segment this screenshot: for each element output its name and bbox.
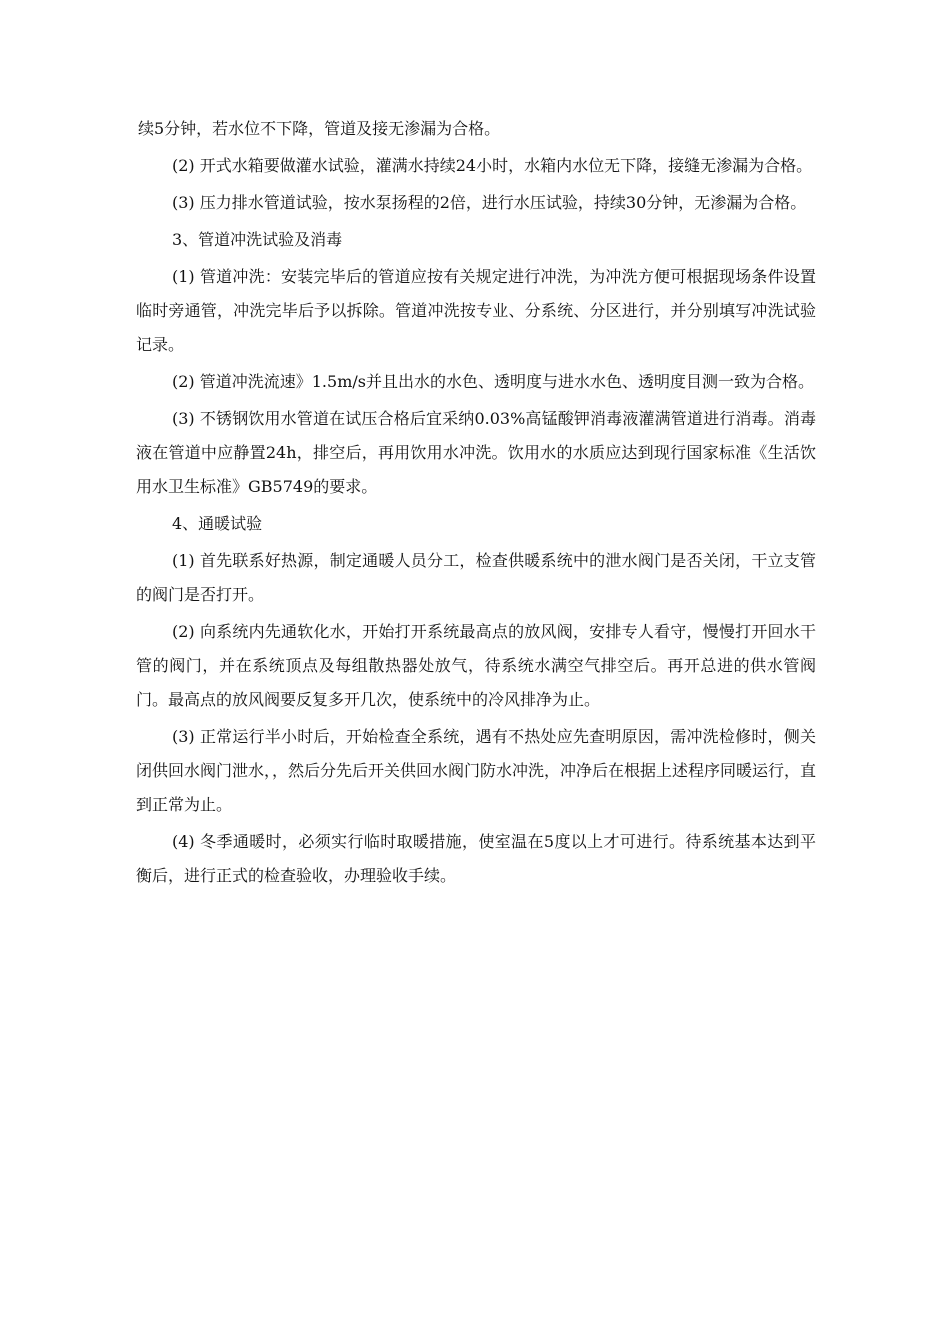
paragraph-water-tank-test: (2) 开式水箱要做灌水试验，灌满水持续24小时，水箱内水位无下降，接缝无渗漏为合格。 (172, 156, 813, 175)
paragraph-heating-preparation: (1) 首先联系好热源，制定通暖人员分工，检查供暖系统中的泄水阀门是否关闭，干立支管的阀门是否打开。 (136, 551, 816, 604)
paragraph-flush-velocity: (2) 管道冲洗流速》1.5m/s并且出水的水色、透明度与进水水色、透明度目测一致为合格。 (172, 372, 814, 391)
paragraph-heating-filling: (2) 向系统内先通软化水，开始打开系统最高点的放风阀，安排专人看守，慢慢打开回水干管的阀门，并在系统顶点及每组散热器处放气，待系统水满空气排空后。再开总进的供水管阀门。最高点的放风阀要反复多开几次，使系统中的冷风排净为止。 (136, 622, 816, 709)
paragraph-disinfection: (3) 不锈钢饮用水管道在试压合格后宜采纳0.03%高锰酸钾消毒液灌满管道进行消毒。消毒液在管道中应静置24h，排空后，再用饮用水冲洗。饮用水的水质应达到现行国家标准《生活饮用水卫生标准》GB5749的要求。 (136, 409, 816, 496)
paragraph-pressure-drain-test: (3) 压力排水管道试验，按水泵扬程的2倍，进行水压试验，持续30分钟，无渗漏为合格。 (172, 193, 807, 212)
document-body (136, 112, 816, 893)
paragraph-continuation: 续5分钟，若水位不下降，管道及接无渗漏为合格。 (138, 119, 501, 138)
paragraph-winter-heating: (4) 冬季通暖时，必须实行临时取暖措施，使室温在5度以上才可进行。待系统基本达到平衡后，进行正式的检查验收，办理验收手续。 (136, 832, 816, 885)
section-heading-heating: 4、通暖试验 (172, 514, 263, 533)
paragraph-heating-inspection: (3) 正常运行半小时后，开始检查全系统，遇有不热处应先查明原因，需冲洗检修时，侧关闭供回水阀门泄水，，然后分先后开关供回水阀门防水冲洗，冲净后在根据上述程序同暖运行，直到正常为止。 (136, 727, 817, 814)
section-heading-flushing: 3、管道冲洗试验及消毒 (172, 230, 343, 249)
paragraph-pipe-flushing: (1) 管道冲洗：安装完毕后的管道应按有关规定进行冲洗，为冲洗方便可根据现场条件设置临时旁通管，冲洗完毕后予以拆除。管道冲洗按专业、分系统、分区进行，并分别填写冲洗试验记录。 (136, 267, 816, 354)
